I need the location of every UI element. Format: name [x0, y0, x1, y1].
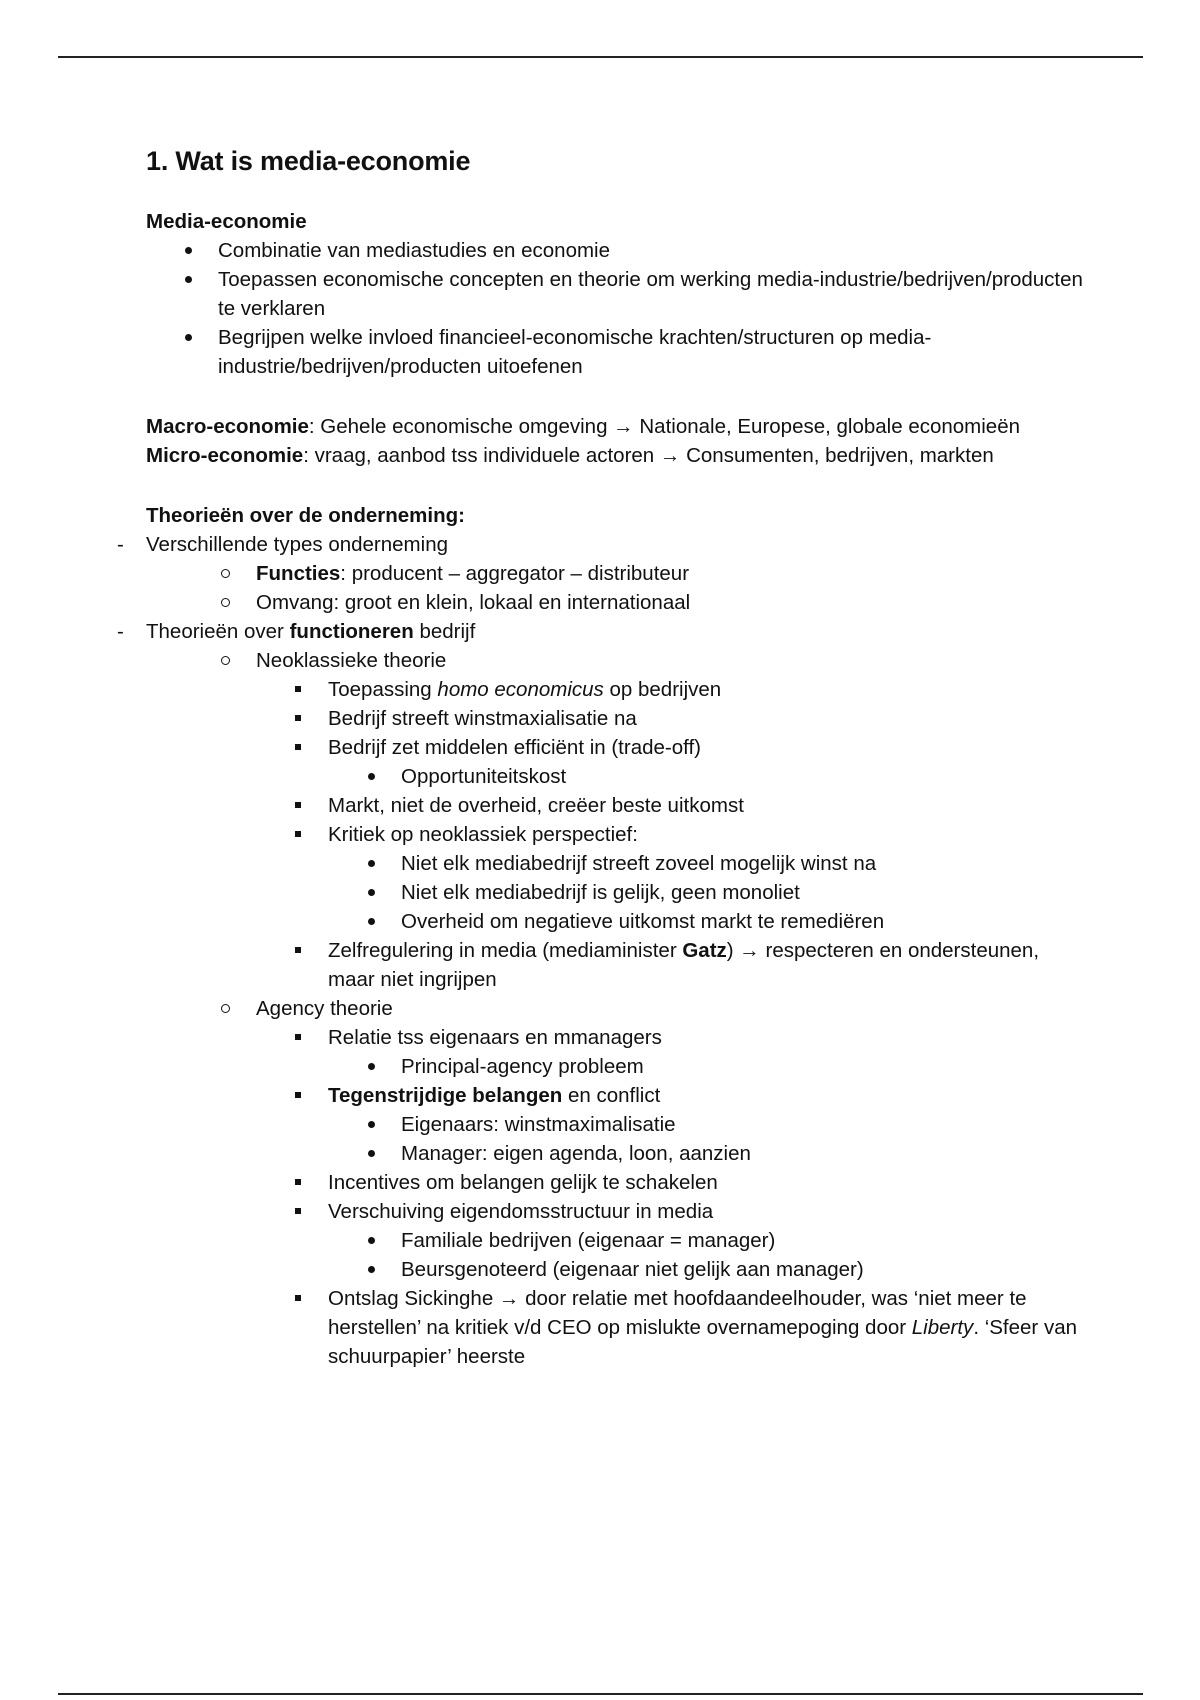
list-item: Tegenstrijdige belangen en conflict	[328, 1084, 661, 1107]
theories-list	[146, 530, 1086, 1371]
list-item: Bedrijf zet middelen efficiënt in (trade-off)	[328, 736, 701, 759]
media-economie-heading: Media-economie	[146, 210, 307, 233]
list-item: Neoklassieke theorie	[256, 649, 447, 672]
list-item: Niet elk mediabedrijf streeft zoveel mogelijk winst na	[401, 852, 877, 875]
macro-economie-definition: Macro-economie: Gehele economische omgeving → Nationale, Europese, globale economieën	[146, 415, 1021, 438]
document-page	[146, 146, 1086, 1371]
list-item: Overheid om negatieve uitkomst markt te remediëren	[401, 910, 885, 933]
list-item: Niet elk mediabedrijf is gelijk, geen monoliet	[401, 881, 800, 904]
list-item: Kritiek op neoklassiek perspectief:	[328, 823, 638, 846]
list-item: Zelfregulering in media (mediaminister Gatz) → respecteren en ondersteunen, maar niet ingrijpen	[328, 939, 1040, 991]
list-item: Omvang: groot en klein, lokaal en internationaal	[256, 591, 691, 614]
list-item: Ontslag Sickinghe → door relatie met hoofdaandeelhouder, was ‘niet meer te herstellen’ na kritiek v/d CEO op mislukte overnamepoging door Liberty. ‘Sfeer van schuurpapier’ heerste	[328, 1287, 1078, 1368]
list-item: Familiale bedrijven (eigenaar = manager)	[401, 1229, 776, 1252]
list-item: Combinatie van mediastudies en economie	[218, 239, 611, 262]
list-item: Toepassing homo economicus op bedrijven	[328, 678, 722, 701]
list-item: Verschillende types onderneming	[146, 533, 448, 556]
list-item: Principal-agency probleem	[401, 1055, 644, 1078]
list-item: Theorieën over functioneren bedrijf	[146, 620, 476, 643]
list-item: Functies: producent – aggregator – distributeur	[256, 562, 690, 585]
list-item: Bedrijf streeft winstmaxialisatie na	[328, 707, 637, 730]
theories-heading: Theorieën over de onderneming:	[146, 504, 465, 527]
list-item: Begrijpen welke invloed financieel-economische krachten/structuren op media-industrie/bedrijven/producten uitoefenen	[218, 326, 932, 378]
list-item: Opportuniteitskost	[401, 765, 567, 788]
micro-economie-definition: Micro-economie: vraag, aanbod tss individuele actoren → Consumenten, bedrijven, markten	[146, 444, 994, 467]
list-item: Beursgenoteerd (eigenaar niet gelijk aan manager)	[401, 1258, 864, 1281]
list-item: Markt, niet de overheid, creëer beste uitkomst	[328, 794, 744, 817]
list-item: Incentives om belangen gelijk te schakelen	[328, 1171, 718, 1194]
page-title: 1. Wat is media-economie	[146, 146, 471, 176]
footer-rule	[58, 1693, 1143, 1695]
header-rule	[58, 56, 1143, 58]
list-item: Agency theorie	[256, 997, 393, 1020]
list-item: Relatie tss eigenaars en mmanagers	[328, 1026, 662, 1049]
list-item: Manager: eigen agenda, loon, aanzien	[401, 1142, 751, 1165]
list-item: Verschuiving eigendomsstructuur in media	[328, 1200, 714, 1223]
list-item: Toepassen economische concepten en theorie om werking media-industrie/bedrijven/producten te verklaren	[218, 268, 1083, 320]
media-economie-list	[146, 236, 1086, 381]
list-item: Eigenaars: winstmaximalisatie	[401, 1113, 676, 1136]
